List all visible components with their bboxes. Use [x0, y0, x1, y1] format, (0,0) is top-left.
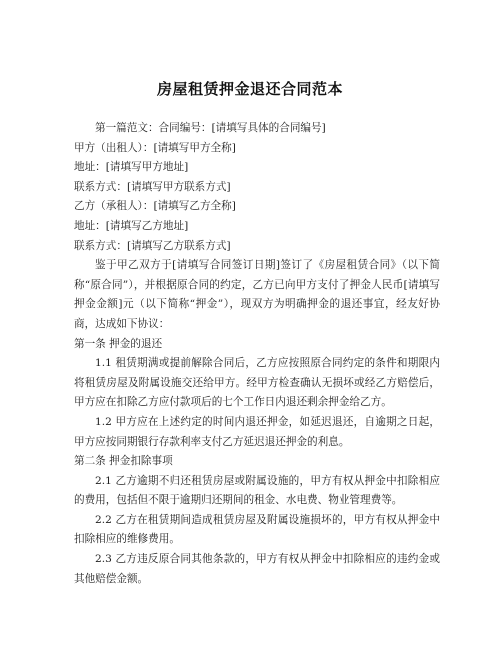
article-2-heading: 第二条 押金扣除事项	[74, 455, 173, 468]
document-title: 房屋租赁押金退还合同范本	[156, 80, 343, 98]
party-a-address: 地址：[请填写甲方地址]	[74, 161, 189, 174]
article-2-1-paragraph: 2.1 乙方逾期不归还租赁房屋或附属设施的，甲方有权从押金中扣除相应的费用，包括但不限于逾期归还期间的租金、水电费、物业管理费等。	[74, 474, 440, 507]
article-2-2-paragraph: 2.2 乙方在租赁期间造成租赁房屋及附属设施损坏的，甲方有权从押金中扣除相应的维修费用。	[74, 513, 440, 546]
party-b-contact: 联系方式：[请填写乙方联系方式]	[74, 239, 231, 252]
party-a-name: 甲方（出租人）：[请填写甲方全称]	[74, 141, 236, 154]
document-body	[74, 119, 440, 589]
party-b-address: 地址：[请填写乙方地址]	[74, 219, 189, 232]
article-2-3-paragraph: 2.3 乙方违反原合同其他条款的，甲方有权从押金中扣除相应的违约金或其他赔偿金额。	[74, 553, 440, 585]
party-a-contact: 联系方式：[请填写甲方联系方式]	[74, 180, 231, 193]
article-1-heading: 第一条 押金的退还	[74, 337, 163, 350]
article-1-2-paragraph: 1.2 甲方应在上述约定的时间内退还押金，如延迟退还，自逾期之日起，甲方应按同期银行存款利率支付乙方延迟退还押金的利息。	[74, 415, 440, 448]
intro-line: 第一篇范文：合同编号：[请填写具体的合同编号]	[95, 122, 326, 134]
preamble-paragraph: 鉴于甲乙双方于[请填写合同签订日期]签订了《房屋租赁合同》（以下简称“原合同”），并根据原合同的约定，乙方已向甲方支付了押金人民币[请填写押金金额]元（以下简称“押金”），现双方为明确押金的退还事宜，经友好协商，达成如下协议：	[74, 259, 440, 330]
article-1-1-paragraph: 1.1 租赁期满或提前解除合同后，乙方应按照原合同约定的条件和期限内将租赁房屋及附属设施交还给甲方。经甲方检查确认无损坏或经乙方赔偿后，甲方应在扣除乙方应付款项后的七个工作日内退还剩余押金给乙方。	[74, 357, 440, 409]
party-b-name: 乙方（承租人）：[请填写乙方全称]	[74, 200, 236, 213]
